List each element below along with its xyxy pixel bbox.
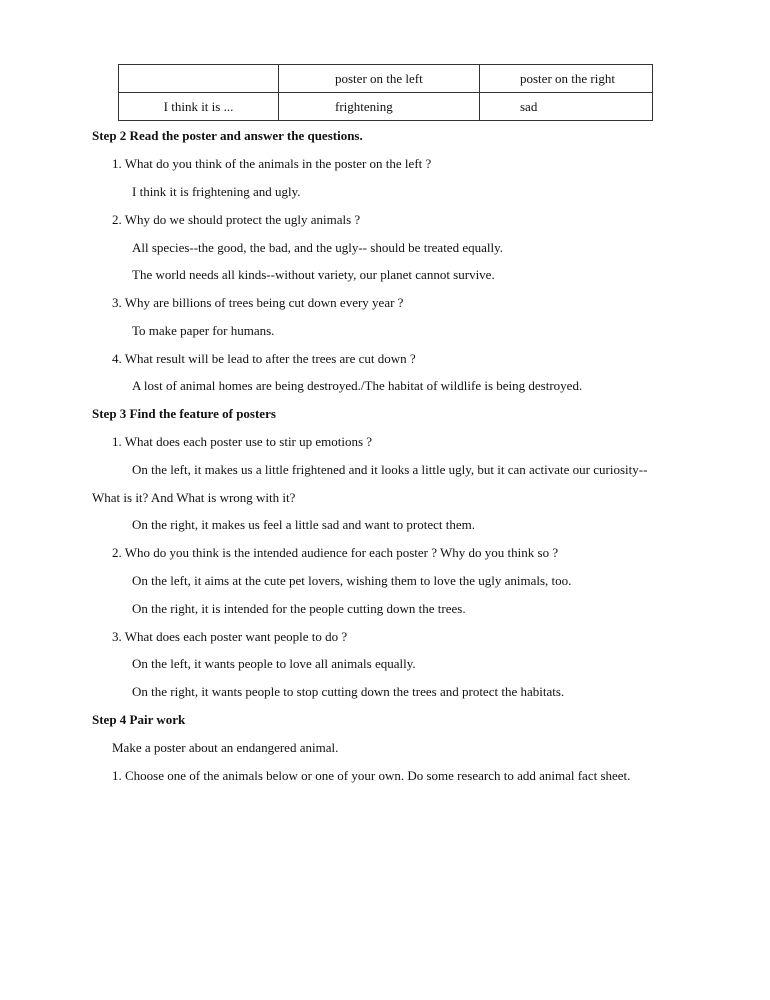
table-row (119, 93, 653, 121)
answer-text: A lost of animal homes are being destroyed./The habitat of wildlife is being destroyed. (132, 378, 583, 393)
answer-text: On the right, it makes us feel a little sad and want to protect them. (132, 517, 475, 532)
step3-heading: Step 3 Find the feature of posters (92, 406, 276, 421)
answer-text: To make paper for humans. (132, 323, 275, 338)
answer-text: I think it is frightening and ugly. (132, 184, 301, 199)
instruction-text: 1. Choose one of the animals below or one of your own. Do some research to add animal fact sheet. (112, 768, 631, 783)
answer-text-continued: What is it? And What is wrong with it? (92, 490, 296, 505)
question-text: 2. Why do we should protect the ugly animals ? (112, 212, 361, 227)
instruction-text: Make a poster about an endangered animal. (112, 740, 339, 755)
question-text: 3. What does each poster want people to do ? (112, 629, 348, 644)
table-header-cell: poster on the right (480, 65, 653, 93)
step2-heading: Step 2 Read the poster and answer the questions. (92, 128, 363, 143)
table-header-cell: poster on the left (279, 65, 480, 93)
question-text: 3. Why are billions of trees being cut down every year ? (112, 295, 404, 310)
question-text: 2. Who do you think is the intended audience for each poster ? Why do you think so ? (112, 545, 559, 560)
poster-comparison-table (118, 64, 653, 121)
question-text: 1. What do you think of the animals in the poster on the left ? (112, 156, 432, 171)
table-cell: I think it is ... (119, 93, 279, 121)
answer-text: The world needs all kinds--without variety, our planet cannot survive. (132, 267, 495, 282)
answer-text: On the right, it wants people to stop cutting down the trees and protect the habitats. (132, 684, 565, 699)
step4-heading: Step 4 Pair work (92, 712, 186, 727)
answer-text: On the left, it makes us a little frightened and it looks a little ugly, but it can activate our curiosity-- (132, 462, 648, 477)
table-header-cell (119, 65, 279, 93)
answer-text: On the left, it wants people to love all animals equally. (132, 656, 416, 671)
table-cell: frightening (279, 93, 480, 121)
answer-text: On the left, it aims at the cute pet lovers, wishing them to love the ugly animals, too. (132, 573, 572, 588)
question-text: 4. What result will be lead to after the trees are cut down ? (112, 351, 416, 366)
table-header-row (119, 65, 653, 93)
answer-text: All species--the good, the bad, and the ugly-- should be treated equally. (132, 240, 503, 255)
table-cell: sad (480, 93, 653, 121)
question-text: 1. What does each poster use to stir up emotions ? (112, 434, 373, 449)
answer-text: On the right, it is intended for the people cutting down the trees. (132, 601, 466, 616)
